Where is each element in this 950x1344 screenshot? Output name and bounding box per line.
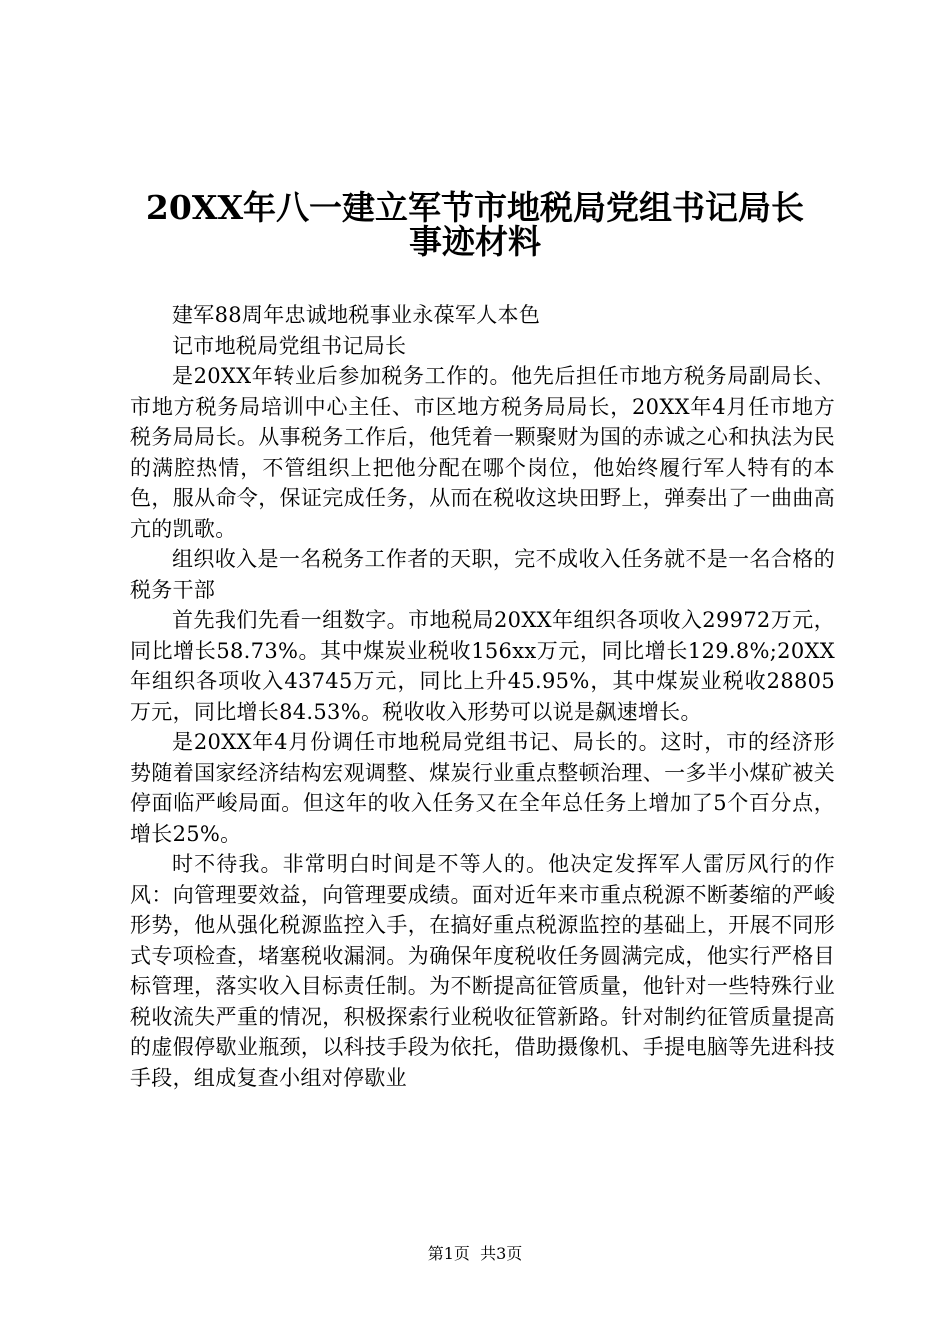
page-number-label: 第1页 共3页: [427, 1244, 523, 1263]
document-body: [130, 300, 835, 1093]
subtitle-paragraph: 建军88周年忠诚地税事业永葆军人本色: [172, 303, 541, 327]
document-title-line-2: 事迹材料: [409, 222, 541, 261]
body-paragraph: 是20XX年4月份调任市地税局党组书记、局长的。这时，市的经济形势随着国家经济结构宏观调整、煤炭行业重点整顿治理、一多半小煤矿被关停面临严峻局面。但这年的收入任务又在全年总任务上增加了5个百分点，增长25%。: [130, 730, 835, 846]
body-paragraph: 首先我们先看一组数字。市地税局20XX年组织各项收入29972万元，同比增长58.73%。其中煤炭业税收156xx万元，同比增长129.8%;20XX年组织各项收入43745万元，同比上升45.95%，其中煤炭业税收28805万元，同比增长84.53%。税收收入形势可以说是飙速增长。: [130, 608, 835, 724]
body-paragraph: 是20XX年转业后参加税务工作的。他先后担任市地方税务局副局长、市地方税务局培训中心主任、市区地方税务局局长，20XX年4月任市地方税务局局长。从事税务工作后，他凭着一颗聚财为国的赤诚之心和执法为民的满腔热情，不管组织上把他分配在哪个岗位，他始终履行军人特有的本色，服从命令，保证完成任务，从而在税收这块田野上，弹奏出了一曲曲高亢的凯歌。: [130, 364, 835, 541]
body-paragraph: 时不待我。非常明白时间是不等人的。他决定发挥军人雷厉风行的作风：向管理要效益，向管理要成绩。面对近年来市重点税源不断萎缩的严峻形势，他从强化税源监控入手，在搞好重点税源监控的基础上，开展不同形式专项检查，堵塞税收漏洞。为确保年度税收任务圆满完成，他实行严格目标管理，落实收入目标责任制。为不断提高征管质量，他针对一些特殊行业税收流失严重的情况，积极探索行业税收征管新路。针对制约征管质量提高的虚假停歇业瓶颈，以科技手段为依托，借助摄像机、手提电脑等先进科技手段，组成复查小组对停歇业: [130, 852, 835, 1090]
document-title-line-1: 20XX年八一建立军节市地税局党组书记局长: [145, 188, 805, 227]
author-line-paragraph: 记市地税局党组书记局长: [172, 333, 407, 358]
page-footer: [0, 1243, 950, 1265]
body-paragraph: 组织收入是一名税务工作者的天职，完不成收入任务就不是一名合格的税务干部: [130, 547, 835, 602]
